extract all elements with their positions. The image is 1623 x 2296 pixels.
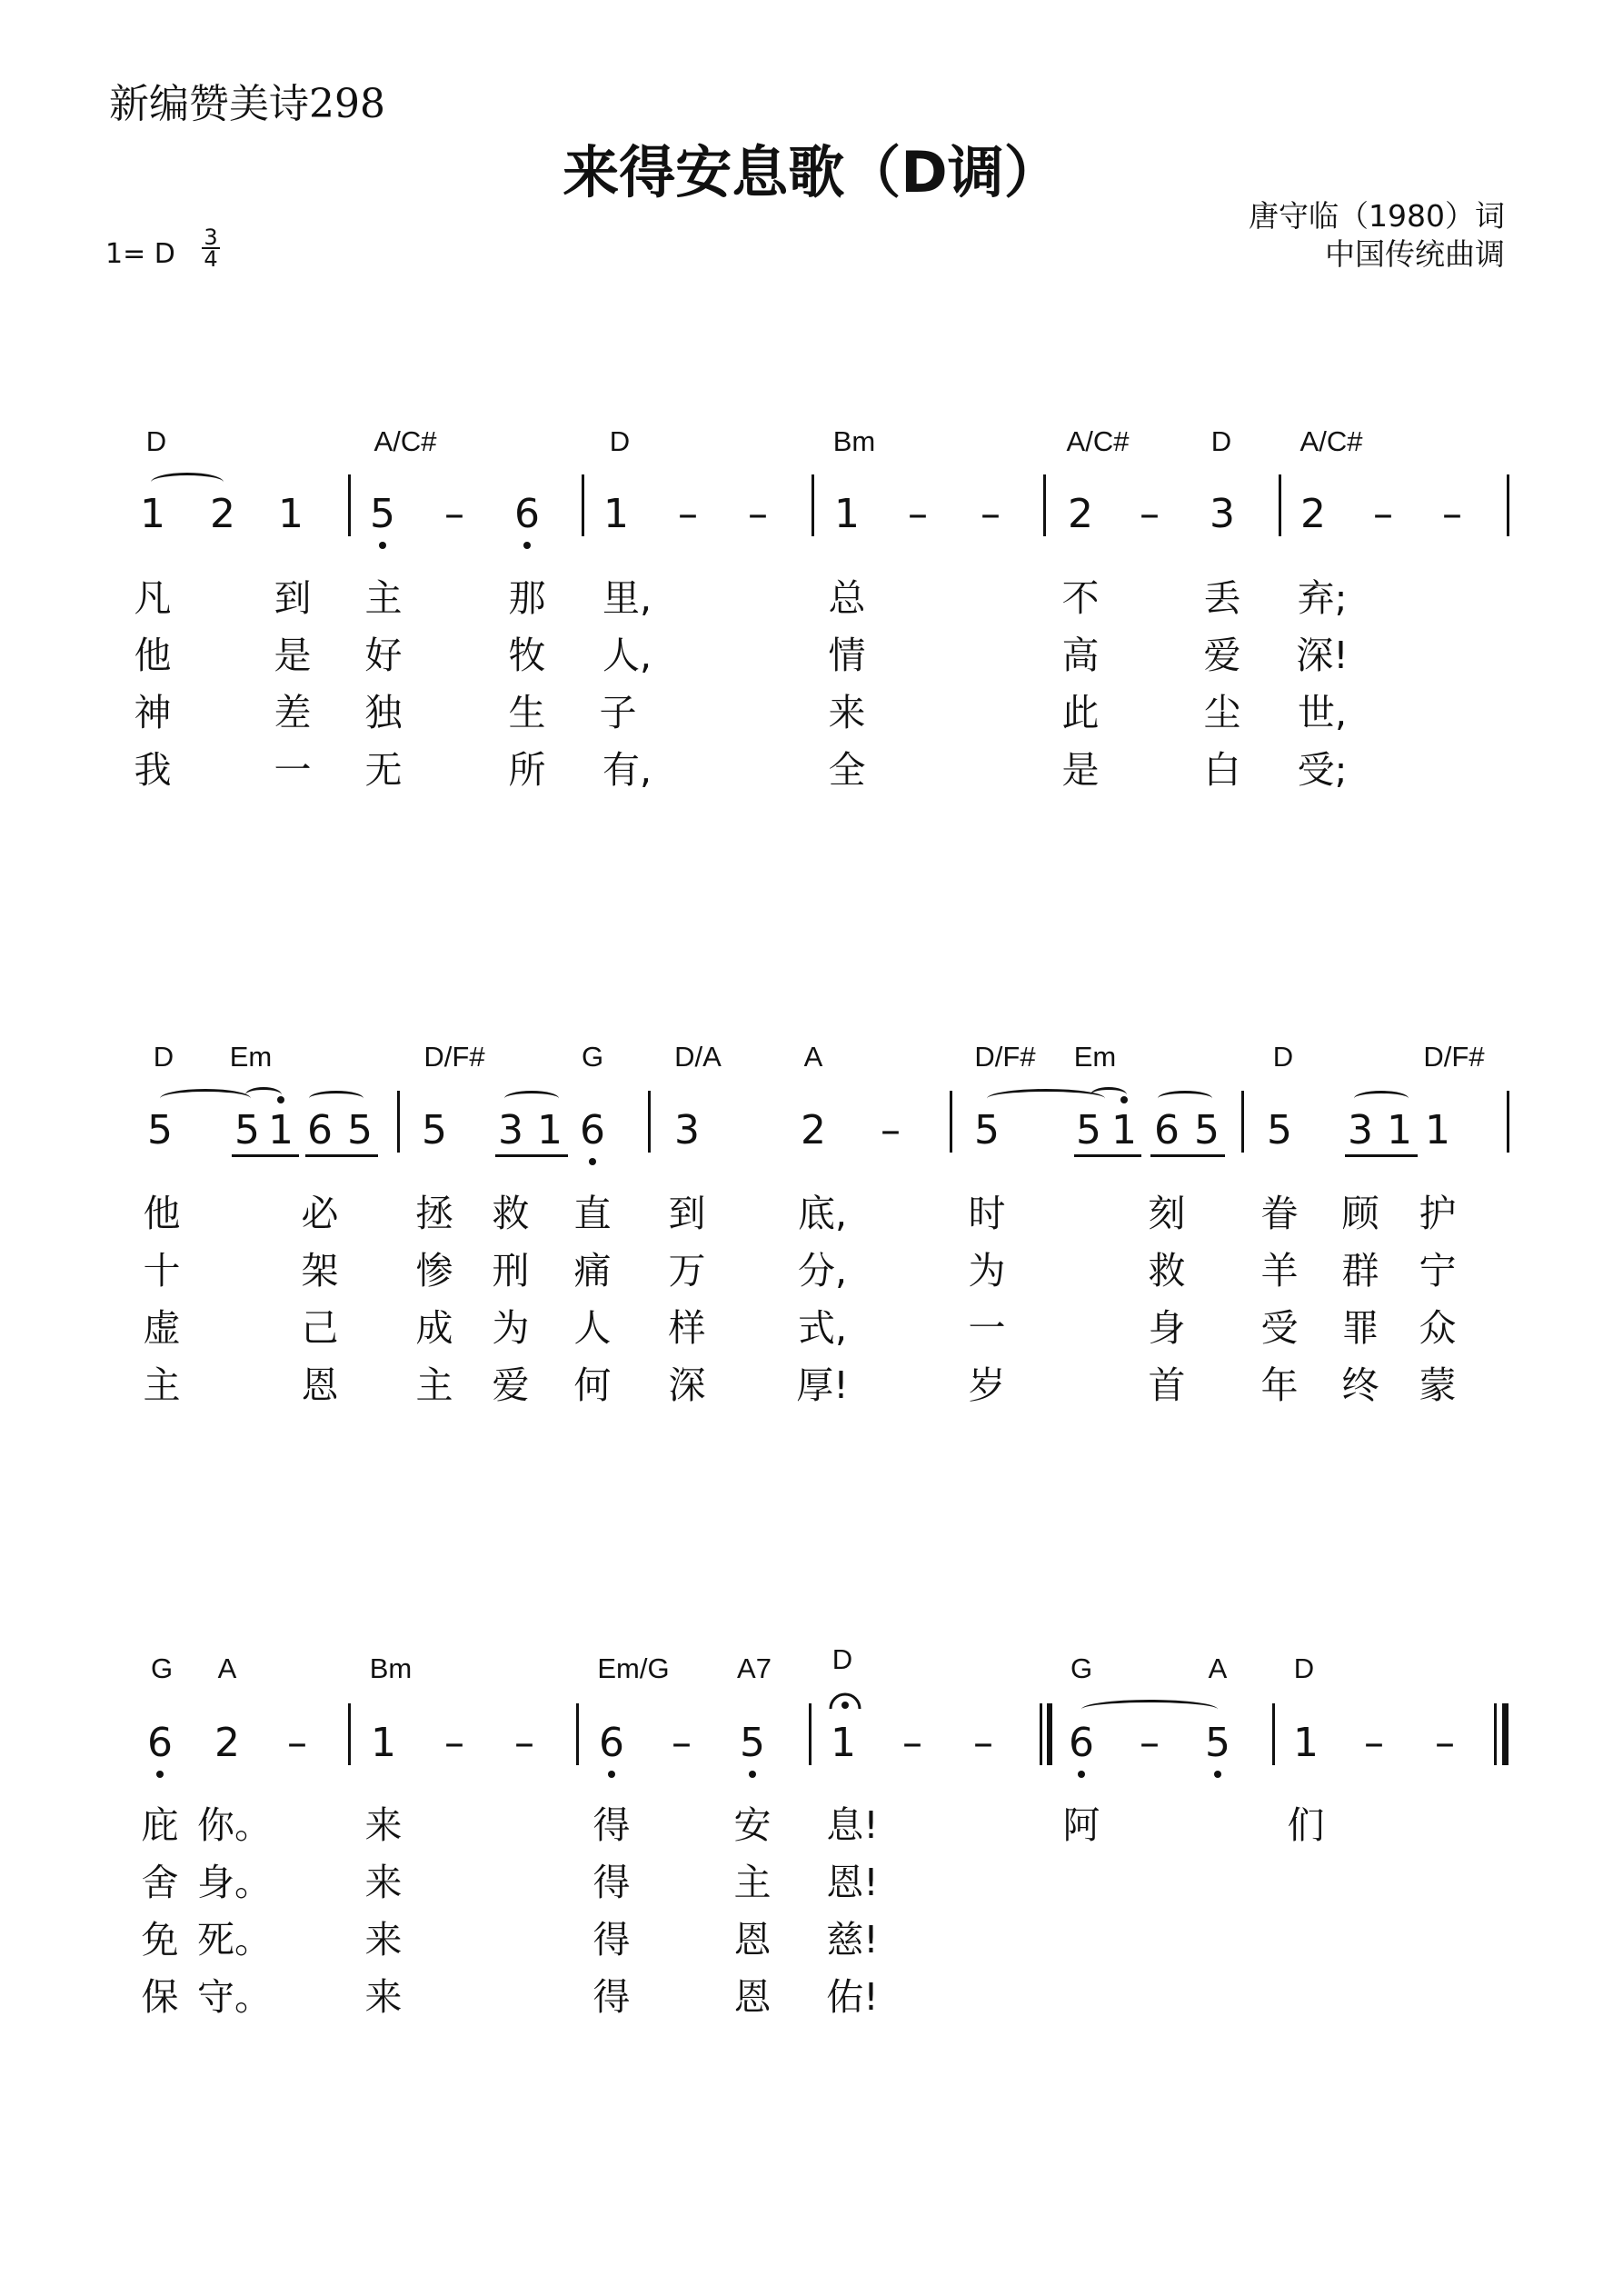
lyric: 身 [1148, 1306, 1186, 1350]
lyric: 眷 [1260, 1192, 1299, 1235]
hymnal-number: 新编赞美诗298 [109, 81, 385, 127]
lyric: 到 [274, 576, 312, 620]
lyric: 岁 [968, 1363, 1006, 1407]
barline [397, 1091, 400, 1153]
key-signature: 1= D [105, 238, 175, 270]
note: 1 [1387, 1107, 1412, 1153]
note: 6 [514, 491, 540, 537]
extension-dash: – [908, 491, 928, 537]
lyric: 阿 [1062, 1803, 1100, 1847]
lyric: 爱 [1203, 634, 1241, 677]
lyric: 生 [508, 691, 546, 734]
lyric: 年 [1260, 1363, 1299, 1407]
lyric: 来 [364, 1803, 403, 1847]
note: 1 [603, 491, 629, 537]
lyric: 到 [668, 1192, 706, 1235]
extension-dash: – [678, 491, 698, 537]
note: 6 [599, 1720, 624, 1766]
lyric: 爱 [492, 1363, 530, 1407]
lyric: 庇 [141, 1803, 179, 1847]
lower-octave-dot [1078, 1771, 1085, 1778]
time-numerator: 3 [204, 225, 218, 250]
note: 1 [1293, 1720, 1319, 1766]
chord-symbol: G [1070, 1652, 1093, 1684]
extension-dash: – [514, 1720, 534, 1766]
upper-octave-dot [1120, 1096, 1128, 1103]
lyric: 得 [592, 1803, 631, 1847]
lyric: 样 [668, 1306, 706, 1350]
lower-octave-dot [608, 1771, 615, 1778]
chord-symbol: D/A [674, 1041, 722, 1073]
note: 1 [834, 491, 860, 537]
chord-symbol: G [150, 1652, 174, 1684]
lyric: 刑 [492, 1249, 530, 1293]
lyric: 全 [828, 748, 866, 792]
note: 1 [1111, 1107, 1137, 1153]
lyric: 恩 [733, 1975, 772, 2019]
note: 6 [1069, 1720, 1094, 1766]
lyric: 你。 [197, 1803, 272, 1847]
lyric: 虚 [143, 1306, 181, 1350]
tie-slur [987, 1089, 1105, 1108]
note: 6 [307, 1107, 333, 1153]
lyric: 恩 [301, 1363, 339, 1407]
barline [1507, 1091, 1509, 1153]
lyric: 何 [573, 1363, 612, 1407]
lyric: 为 [492, 1306, 530, 1350]
upper-octave-dot [277, 1096, 284, 1103]
lyric: 主 [143, 1363, 181, 1407]
barline [1043, 474, 1046, 536]
extension-dash: – [1442, 491, 1462, 537]
chord-symbol: D [1272, 1041, 1294, 1073]
lyric: 好 [364, 634, 403, 677]
lyric: 死。 [197, 1918, 272, 1962]
lyric: 救 [492, 1192, 530, 1235]
note: 2 [1068, 491, 1093, 537]
lyric: 万 [668, 1249, 706, 1293]
chord-symbol: D [609, 425, 631, 457]
extension-dash: – [287, 1720, 307, 1766]
chord-symbol: A/C# [1066, 425, 1130, 457]
lyric: 为 [968, 1249, 1006, 1293]
chord-symbol: D [831, 1643, 853, 1675]
lyric: 来 [364, 1861, 403, 1904]
lyric: 佑! [826, 1975, 879, 2019]
extension-dash: – [981, 491, 1001, 537]
lyric: 有, [602, 748, 652, 792]
lyric: 刻 [1148, 1192, 1186, 1235]
underline-beam [1074, 1154, 1141, 1157]
lyric: 得 [592, 1918, 631, 1962]
barline [1272, 1703, 1275, 1765]
chord-symbol: D/F# [1423, 1041, 1485, 1073]
note: 2 [801, 1107, 826, 1153]
lyric: 子 [599, 691, 637, 734]
lyric: 恩! [826, 1861, 879, 1904]
lyric: 保 [141, 1975, 179, 2019]
chord-symbol: A/C# [373, 425, 437, 457]
chord-symbol: A [217, 1652, 237, 1684]
lyric: 群 [1341, 1249, 1379, 1293]
lyric: 那 [508, 576, 546, 620]
note: 2 [210, 491, 235, 537]
lyric: 世, [1297, 691, 1348, 734]
note: 2 [214, 1720, 240, 1766]
double-barline-thick [1047, 1703, 1052, 1765]
lyric: 息! [826, 1803, 879, 1847]
extension-dash: – [973, 1720, 993, 1766]
note: 3 [674, 1107, 700, 1153]
extension-dash: – [444, 1720, 464, 1766]
lyric: 底, [797, 1192, 848, 1235]
extension-dash: – [902, 1720, 922, 1766]
lyric: 得 [592, 1861, 631, 1904]
double-barline-thin [1040, 1703, 1042, 1765]
note: 1 [140, 491, 165, 537]
lyric: 弃; [1297, 576, 1348, 620]
lower-octave-dot [523, 542, 531, 549]
lyric: 主 [415, 1363, 453, 1407]
lyric: 来 [364, 1975, 403, 2019]
lyric: 羊 [1260, 1249, 1299, 1293]
extension-dash: – [672, 1720, 692, 1766]
lyric: 不 [1061, 576, 1100, 620]
lyric: 时 [968, 1192, 1006, 1235]
barline [809, 1703, 812, 1765]
note: 5 [347, 1107, 373, 1153]
note: 3 [1348, 1107, 1373, 1153]
lyric: 蒙 [1419, 1363, 1457, 1407]
note: 1 [831, 1720, 856, 1766]
note: 6 [580, 1107, 605, 1153]
lyric: 众 [1419, 1306, 1457, 1350]
lyric: 总 [828, 576, 866, 620]
tie-slur [309, 1091, 363, 1106]
lyric: 来 [828, 691, 866, 734]
lyric: 首 [1148, 1363, 1186, 1407]
lyric: 厚! [796, 1363, 849, 1407]
chord-symbol: D [153, 1041, 174, 1073]
underline-beam [495, 1154, 568, 1157]
lyric: 分, [797, 1249, 848, 1293]
note: 5 [974, 1107, 1000, 1153]
lyric: 牧 [508, 634, 546, 677]
lower-octave-dot [1214, 1771, 1221, 1778]
lyric: 舍 [141, 1861, 179, 1904]
lyric: 一 [274, 748, 312, 792]
lyric: 主 [364, 576, 403, 620]
barline [648, 1091, 651, 1153]
lyric: 慈! [826, 1918, 879, 1962]
note: 2 [1300, 491, 1326, 537]
barline [1279, 474, 1281, 536]
lyric: 人, [602, 634, 652, 677]
lyric: 一 [968, 1306, 1006, 1350]
note: 5 [422, 1107, 447, 1153]
lyric: 来 [364, 1918, 403, 1962]
lyric: 守。 [197, 1975, 272, 2019]
barline [1507, 474, 1509, 536]
tie-slur [245, 1087, 282, 1103]
tie-slur [151, 473, 224, 492]
lyric: 所 [508, 748, 546, 792]
lyric: 们 [1287, 1803, 1325, 1847]
chord-symbol: D [1210, 425, 1232, 457]
lyric: 里, [602, 576, 652, 620]
barline [348, 474, 351, 536]
lyric: 此 [1061, 691, 1100, 734]
lyric: 直 [573, 1192, 612, 1235]
chord-symbol: Em [229, 1041, 273, 1073]
lyric: 式, [797, 1306, 848, 1350]
lyric: 救 [1148, 1249, 1186, 1293]
chord-symbol: A7 [737, 1652, 772, 1684]
note: 1 [278, 491, 304, 537]
lyric: 痛 [573, 1249, 612, 1293]
lyric: 十 [143, 1249, 181, 1293]
note: 5 [1194, 1107, 1220, 1153]
chord-symbol: Bm [369, 1652, 413, 1684]
song-title: 来得安息歌（D调） [563, 139, 1060, 205]
lyric: 丢 [1203, 576, 1241, 620]
note: 5 [234, 1107, 260, 1153]
chord-symbol: A [803, 1041, 823, 1073]
note: 3 [1210, 491, 1235, 537]
lyric: 免 [141, 1918, 179, 1962]
lyric: 受 [1260, 1306, 1299, 1350]
tie-slur [1158, 1091, 1212, 1106]
extension-dash: – [881, 1107, 901, 1153]
note: 1 [268, 1107, 294, 1153]
lyric: 尘 [1203, 691, 1241, 734]
lyric: 惨 [415, 1249, 453, 1293]
lyric: 拯 [415, 1192, 453, 1235]
chord-symbol: Em [1073, 1041, 1117, 1073]
barline [1241, 1091, 1244, 1153]
note: 1 [1425, 1107, 1450, 1153]
lyric: 成 [415, 1306, 453, 1350]
lyric: 主 [733, 1861, 772, 1904]
note: 1 [371, 1720, 396, 1766]
tie-slur [160, 1089, 251, 1108]
lower-octave-dot [156, 1771, 164, 1778]
tie-slur [1081, 1700, 1218, 1719]
lyric: 深! [1296, 634, 1349, 677]
note: 5 [740, 1720, 765, 1766]
lyric: 我 [134, 748, 172, 792]
lyric: 得 [592, 1975, 631, 2019]
chord-symbol: Em/G [597, 1652, 670, 1684]
note: 6 [1154, 1107, 1180, 1153]
note: 5 [1267, 1107, 1292, 1153]
lyric: 凡 [134, 576, 172, 620]
note: 5 [370, 491, 395, 537]
extension-dash: – [1140, 1720, 1160, 1766]
lyric: 是 [274, 634, 312, 677]
time-signature [202, 225, 220, 272]
chord-symbol: A/C# [1299, 425, 1363, 457]
lower-octave-dot [589, 1158, 596, 1165]
chord-symbol: D/F# [974, 1041, 1036, 1073]
lyric: 安 [733, 1803, 772, 1847]
lyric: 神 [134, 691, 172, 734]
lyric: 罪 [1341, 1306, 1379, 1350]
lyric: 必 [301, 1192, 339, 1235]
tie-slur [1354, 1091, 1409, 1106]
underline-beam [305, 1154, 378, 1157]
note: 1 [537, 1107, 563, 1153]
lyric: 己 [301, 1306, 339, 1350]
lyric: 终 [1341, 1363, 1379, 1407]
time-denominator: 4 [204, 246, 218, 272]
lyric: 高 [1061, 634, 1100, 677]
tie-slur [504, 1091, 559, 1106]
underline-beam [1345, 1154, 1418, 1157]
lyric: 护 [1419, 1192, 1457, 1235]
lyric: 差 [274, 691, 312, 734]
chord-symbol: A [1208, 1652, 1228, 1684]
chord-symbol: D/F# [423, 1041, 485, 1073]
extension-dash: – [1364, 1720, 1384, 1766]
lyric: 他 [134, 634, 172, 677]
chord-symbol: Bm [832, 425, 876, 457]
lyric: 架 [301, 1249, 339, 1293]
lyricist-credit: 唐守临（1980）词 [1249, 198, 1505, 234]
extension-dash: – [1435, 1720, 1455, 1766]
extension-dash: – [444, 491, 464, 537]
note: 5 [1076, 1107, 1101, 1153]
final-barline-thin [1494, 1703, 1497, 1765]
composer-credit: 中国传统曲调 [1325, 236, 1505, 272]
lyric: 无 [364, 748, 403, 792]
extension-dash: – [748, 491, 768, 537]
lyric: 独 [364, 691, 403, 734]
lyric: 深 [668, 1363, 706, 1407]
barline [348, 1703, 351, 1765]
barline [812, 474, 814, 536]
chord-symbol: D [1293, 1652, 1315, 1684]
barline [576, 1703, 579, 1765]
note: 5 [1205, 1720, 1230, 1766]
lyric: 宁 [1419, 1249, 1457, 1293]
final-barline-thick [1502, 1703, 1508, 1765]
underline-beam [1150, 1154, 1225, 1157]
lyric: 情 [828, 634, 866, 677]
chord-symbol: D [145, 425, 167, 457]
underline-beam [232, 1154, 299, 1157]
lower-octave-dot [379, 542, 386, 549]
extension-dash: – [1140, 491, 1160, 537]
barline [582, 474, 584, 536]
extension-dash: – [1373, 491, 1393, 537]
chord-symbol: G [581, 1041, 604, 1073]
lyric: 受; [1297, 748, 1348, 792]
lyric: 是 [1061, 748, 1100, 792]
note: 6 [147, 1720, 173, 1766]
lyric: 他 [143, 1192, 181, 1235]
note: 5 [147, 1107, 173, 1153]
lower-octave-dot [749, 1771, 756, 1778]
lyric: 恩 [733, 1918, 772, 1962]
barline [950, 1091, 952, 1153]
lyric: 顾 [1341, 1192, 1379, 1235]
note: 3 [498, 1107, 523, 1153]
lyric: 白 [1203, 748, 1241, 792]
lyric: 身。 [197, 1861, 272, 1904]
lyric: 人 [573, 1306, 612, 1350]
